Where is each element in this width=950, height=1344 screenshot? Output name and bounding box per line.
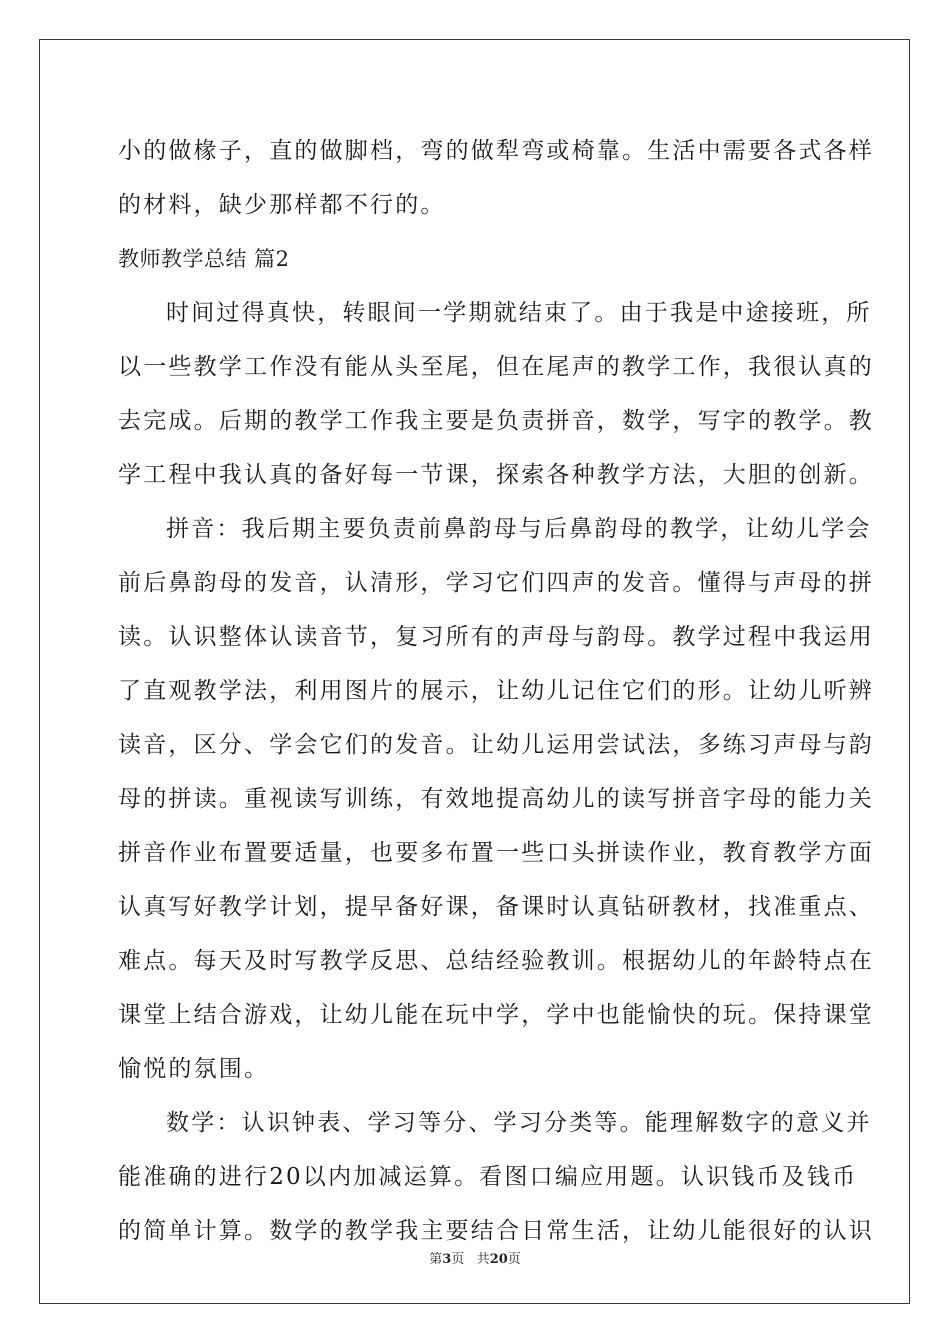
text-line: 前后鼻韵母的发音，认清形，学习它们四声的发音。懂得与声母的拼 [118, 570, 874, 596]
text-line: 以一些教学工作没有能从头至尾，但在尾声的教学工作，我很认真的 [118, 354, 874, 380]
paragraph-math [118, 1096, 874, 1258]
text-line: 学工程中我认真的备好每一节课，探索各种教学方法，大胆的创新。 [118, 462, 874, 488]
text-line: 能准确的进行20以内加减运算。看图口编应用题。认识钱币及钱币 [118, 1164, 858, 1190]
text-line: 母的拼读。重视读写训练，有效地提高幼儿的读写拼音字母的能力关 [118, 786, 874, 812]
footer-total-prefix: 共 [476, 1252, 490, 1267]
text-line: 愉悦的氛围。 [118, 1056, 270, 1082]
text-line: 数学：认识钟表、学习等分、学习分类等。能理解数字的意义并 [166, 1110, 872, 1136]
paragraph-continuation [118, 124, 874, 232]
text-line: 读。认识整体认读音节，复习所有的声母与韵母。教学过程中我运用 [118, 624, 874, 650]
footer-page-unit: 页 [451, 1252, 465, 1267]
text-line: 时间过得真快，转眼间一学期就结束了。由于我是中途接班，所 [166, 300, 872, 326]
text-line: 读音，区分、学会它们的发音。让幼儿运用尝试法，多练习声母与韵 [118, 732, 874, 758]
document-body [118, 124, 874, 1258]
paragraph-intro [118, 286, 874, 502]
footer-prefix: 第 [429, 1252, 443, 1267]
footer-page-number: 3 [442, 1252, 452, 1267]
text-line: 认真写好教学计划，提早备好课，备课时认真钻研教材，找准重点、 [118, 894, 874, 920]
page-footer [0, 1248, 950, 1267]
text-line: 小的做椽子，直的做脚档，弯的做犁弯或椅靠。生活中需要各式各样 [118, 138, 874, 164]
section-heading-text: 教师教学总结 篇2 [118, 247, 290, 271]
section-heading [118, 232, 834, 286]
text-line: 了直观教学法，利用图片的展示，让幼儿记住它们的形。让幼儿听辨 [118, 678, 874, 704]
text-line: 去完成。后期的教学工作我主要是负责拼音，数学，写字的教学。教 [118, 408, 874, 434]
text-line: 拼音作业布置要适量，也要多布置一些口头拼读作业，教育教学方面 [118, 840, 874, 866]
text-line: 的材料，缺少那样都不行的。 [118, 192, 446, 218]
text-line: 的简单计算。数学的教学我主要结合日常生活，让幼儿能很好的认识 [118, 1218, 874, 1244]
footer-total-unit: 页 [507, 1252, 521, 1267]
paragraph-pinyin [118, 502, 874, 1096]
text-line: 难点。每天及时写教学反思、总结经验教训。根据幼儿的年龄特点在 [118, 948, 874, 974]
footer-total-pages: 20 [489, 1252, 508, 1267]
text-line: 课堂上结合游戏，让幼儿能在玩中学，学中也能愉快的玩。保持课堂 [118, 1002, 874, 1028]
text-line: 拼音：我后期主要负责前鼻韵母与后鼻韵母的教学，让幼儿学会 [166, 516, 872, 542]
